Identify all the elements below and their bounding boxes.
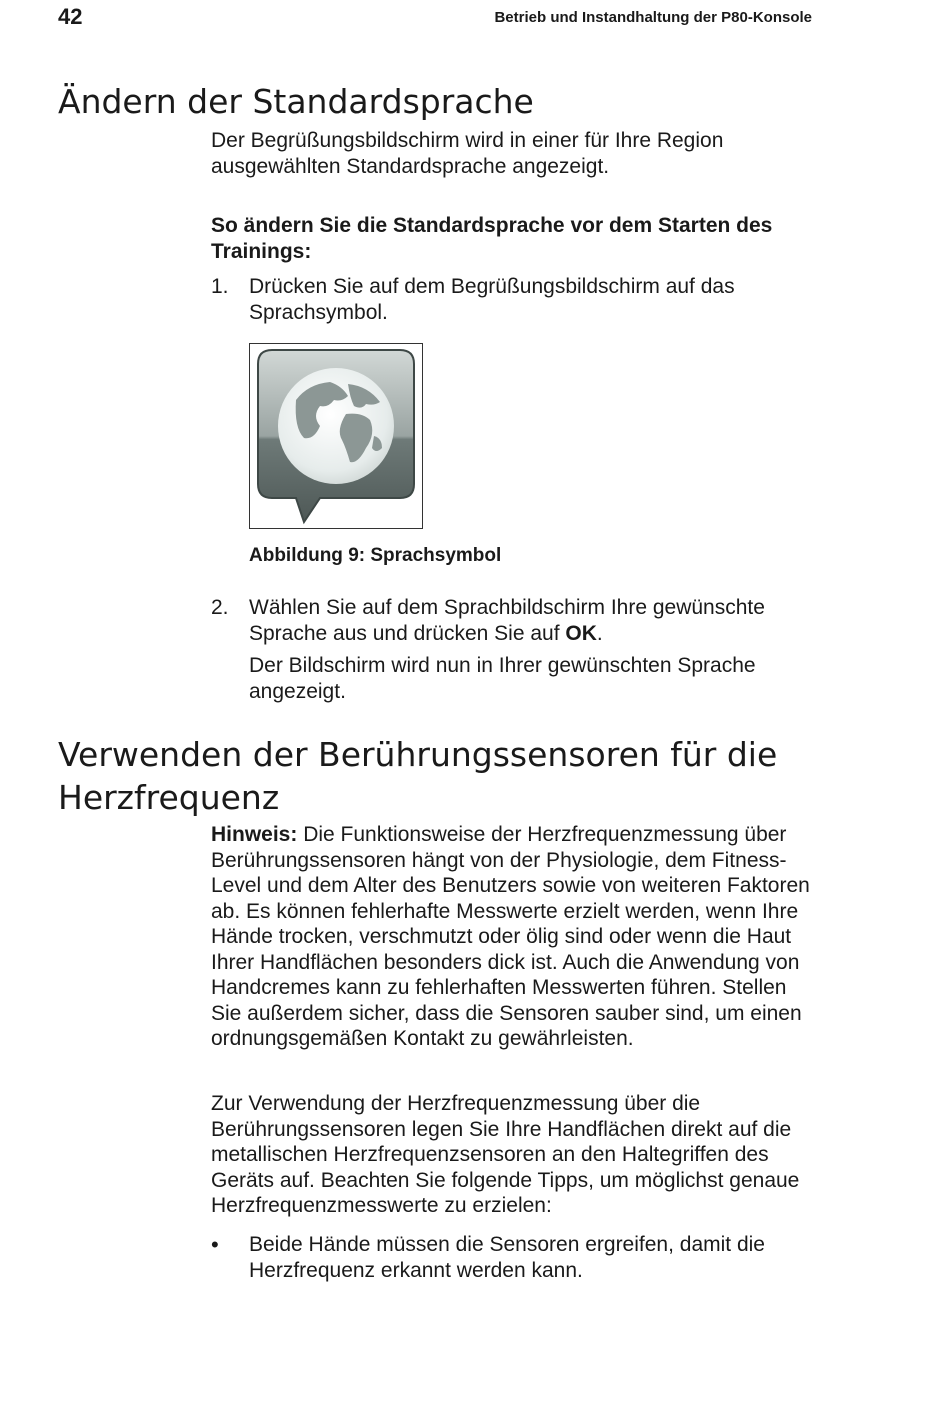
running-header: Betrieb und Instandhaltung der P80-Konsole bbox=[494, 9, 812, 26]
step-text: Drücken Sie auf dem Begrüßungsbildschirm auf das Sprachsymbol. bbox=[249, 275, 735, 324]
step-2-result: Der Bildschirm wird nun in Ihrer gewünschten Sprache angezeigt. bbox=[249, 654, 756, 703]
note-text: Die Funktionsweise der Herzfrequenzmessung über Berührungssensoren hängt von der Physiologie, dem Fitness-Level und dem Alter des Benutzers sowie von weiteren Faktoren ab. Es können fehlerhafte Messwerte erzielt werden, wenn Ihre Hände trocken, verschmutzt oder ölig sind oder wenn die Haut Ihrer Handflächen besonders dick ist. Auch die Anwendung von Handcremes kann zu fehlerhaften Messwerten führen. Stellen Sie außerdem sicher, dass die Sensoren sauber sind, um einen ordnungsgemäßen Kontakt zu gewährleisten. bbox=[211, 823, 810, 1050]
section-title-heart-rate: Verwenden der Berührungssensoren für die Herzfrequenz bbox=[58, 735, 778, 817]
globe-speech-bubble-icon bbox=[250, 344, 422, 528]
page-number: 42 bbox=[58, 4, 83, 29]
usage-paragraph: Zur Verwendung der Herzfrequenzmessung über die Berührungssensoren legen Sie Ihre Handflächen direkt auf die metallischen Herzfrequenzsensoren an den Haltegriffen des Geräts auf. Beachten Sie folgende Tipps, um möglichst genaue Herzfrequenzmesswerte zu erzielen: bbox=[211, 1092, 800, 1217]
bullet-icon: • bbox=[211, 1232, 219, 1257]
step-text bbox=[249, 595, 821, 646]
note-paragraph bbox=[211, 822, 821, 1052]
step-number: 1. bbox=[211, 275, 229, 298]
intro-paragraph: Der Begrüßungsbildschirm wird in einer für Ihre Region ausgewählten Standardsprache angezeigt. bbox=[211, 129, 724, 178]
figure-language-icon bbox=[249, 343, 423, 529]
bullet-text: Beide Hände müssen die Sensoren ergreifen, damit die Herzfrequenz erkannt werden kann. bbox=[249, 1233, 765, 1282]
section-title-default-language: Ändern der Standardsprache bbox=[58, 82, 534, 121]
step-number: 2. bbox=[211, 596, 229, 619]
figure-caption: Abbildung 9: Sprachsymbol bbox=[249, 545, 502, 566]
note-label: Hinweis: bbox=[211, 823, 298, 846]
step-text-part: Wählen Sie auf dem Sprachbildschirm Ihre gewünschte Sprache aus und drücken Sie auf bbox=[249, 596, 765, 645]
step-text-end: . bbox=[596, 621, 603, 645]
procedure-heading: So ändern Sie die Standardsprache vor dem Starten des Trainings: bbox=[211, 214, 773, 263]
ok-label: OK bbox=[565, 621, 597, 645]
